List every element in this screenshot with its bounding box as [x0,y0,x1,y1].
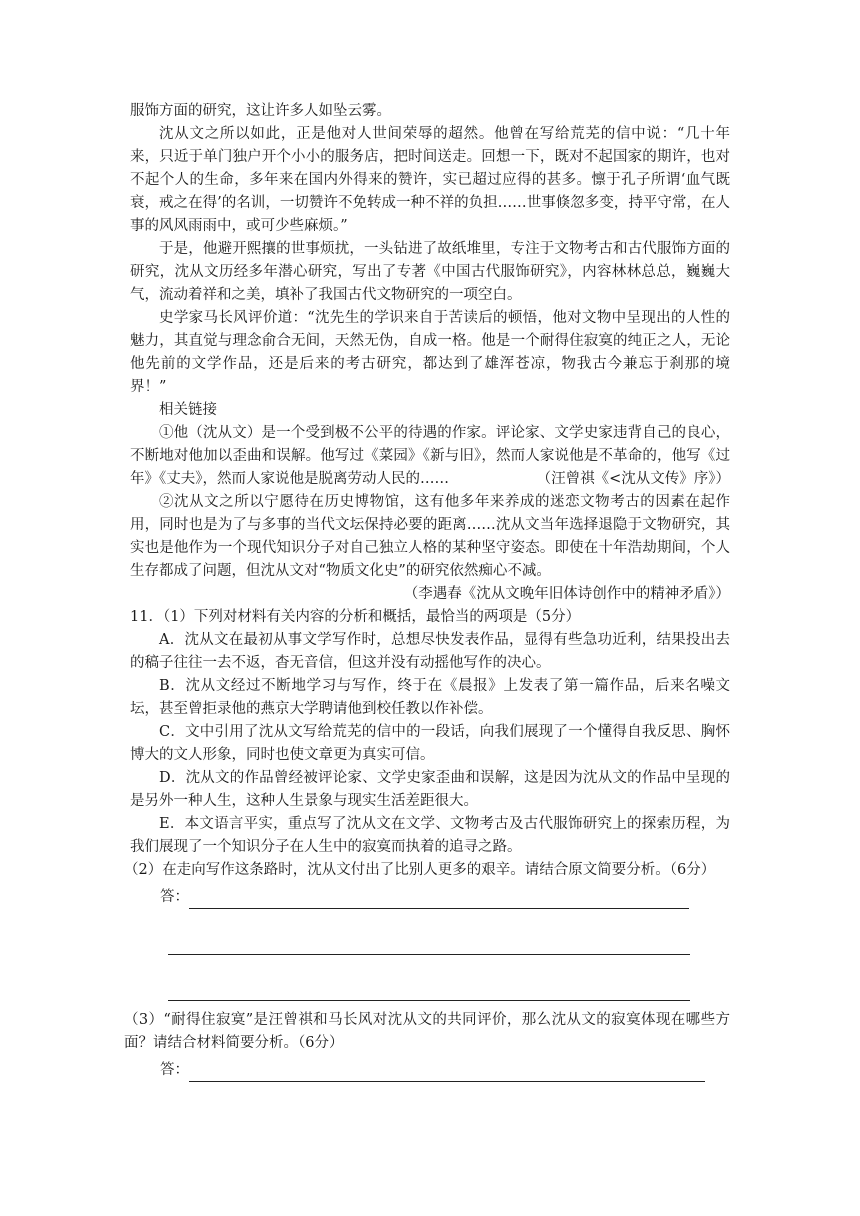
paragraph-research: 于是，他避开熙攘的世事烦扰，一头钻进了故纸堆里，专注于文物考古和古代服饰方面的研究，沈从文历经多年潜心研究，写出了专著《中国古代服饰研究》，内容林林总总，巍巍大气，流动着祥和之美，填补了我国古代文物研究的一项空白。 [130,241,730,303]
paragraph-continuation: 服饰方面的研究，这让许多人如坠云雾。 [130,103,391,119]
answer-label: 答： [160,889,189,905]
answer-area-2-line-3[interactable] [130,955,730,1001]
option-c: C．文中引用了沈从文写给荒芜的信中的一段话，向我们展现了一个懂得自我反思、胸怀博大的文人形象，同时也使文章更为真实可信。 [130,724,730,763]
answer-line[interactable] [189,893,689,909]
option-b: B．沈从文经过不断地学习与写作，终于在《晨报》上发表了第一篇作品，后来名噪文坛，甚至曾拒录他的燕京大学聘请他到校任教以作补偿。 [130,678,730,717]
answer-area-3[interactable] [130,1059,730,1082]
answer-line[interactable] [189,1066,705,1082]
answer-label: 答： [160,1062,189,1078]
answer-line[interactable] [168,939,690,955]
answer-area-2-line-2[interactable] [130,909,730,955]
related-item-1-text: ①他（沈从文）是一个受到极不公平的待遇的作家。评论家、文学史家违背自己的良心，不断地对他加以歪曲和误解。他写过《菜园》《新与旧》，然而人家说他是不革命的，他写《过年》《丈夫》，然而人家说他是脱离劳动人民的…… [130,425,730,487]
answer-line[interactable] [168,985,690,1001]
option-e: E．本文语言平实，重点写了沈从文在文学、文物考古及古代服饰研究上的探索历程，为我们展现了一个知识分子在人生中的寂寞而执着的追寻之路。 [130,816,730,855]
paragraph-letter-quote: 沈从文之所以如此，正是他对人世间荣辱的超然。他曾在写给荒芜的信中说：“几十年来，只近于单门独户开个小小的服务店，把时间送走。回想一下，既对不起国家的期许，也对不起个人的生命，多年来在国内外得来的赞许，实已超过应得的甚多。懔于孔子所谓‘血气既衰，戒之在得’的名训，一切赞许不免转成一种不祥的负担……世事倏忽多变，持平守常，在人事的风风雨雨中，或可少些麻烦。” [130,126,730,234]
option-a: A．沈从文在最初从事文学写作时，总想尽快发表作品，显得有些急功近利，结果投出去的稿子往往一去不返，杳无音信，但这并没有动摇他写作的决心。 [130,632,730,671]
related-item-2-text: ②沈从文之所以宁愿待在历史博物馆，这有他多年来养成的迷恋文物考古的因素在起作用，同时也是为了与多事的当代文坛保持必要的距离……沈从文当年选择退隐于文物研究，其实也是他作为一个现代知识分子对自己独立人格的某种坚守姿态。即使在十年浩劫期间，个人生存都成了问题，但沈从文对“物质文化史”的研究依然痴心不减。 [130,494,730,579]
option-d: D．沈从文的作品曾经被评论家、文学史家歪曲和误解，这是因为沈从文的作品中呈现的是另外一种人生，这种人生景象与现实生活差距很大。 [130,770,730,809]
related-links-heading: 相关链接 [159,402,217,418]
question-11-stem: 11．（1）下列对材料有关内容的分析和概括，最恰当的两项是（5分） [130,609,581,625]
related-item-1 [130,422,730,491]
question-11-part-2: （2）在走向写作这条路时，沈从文付出了比别人更多的艰辛。请结合原文简要分析。（6分） [124,862,716,878]
related-item-2 [130,491,730,606]
question-11-part-3: （3）“耐得住寂寞”是汪曾祺和马长风对沈从文的共同评价，那么沈从文的寂寞体现在哪些方面？请结合材料简要分析。（6分） [124,1012,730,1051]
related-item-1-citation: （汪曾祺《<沈从文传》序》） [536,471,730,487]
related-item-2-citation: （李遇春《沈从文晚年旧体诗创作中的精神矛盾》） [403,586,730,602]
paragraph-evaluation: 史学家马长风评价道：“沈先生的学识来自于苦读后的顿悟，他对文物中呈现出的人性的魅力，其直觉与理念俞合无间，天然无伪，自成一格。他是一个耐得住寂寞的纯正之人，无论他先前的文学作品，还是后来的考古研究，都达到了雄浑苍凉，物我古今兼忘于刹那的境界！” [130,310,730,395]
answer-area-2[interactable] [130,886,730,909]
document-page [124,100,730,1082]
